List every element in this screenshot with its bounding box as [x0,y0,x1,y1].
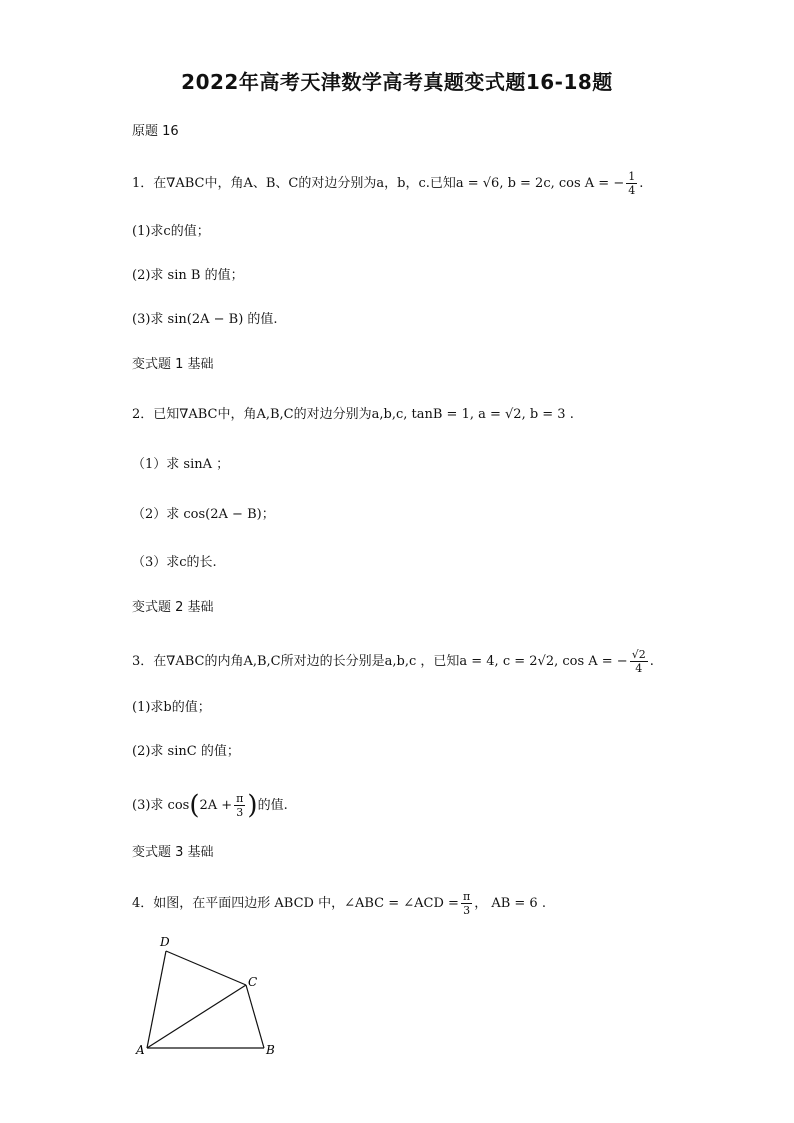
edge-cb [246,985,264,1048]
question-2-part-3: （3）求c的长. [132,555,217,570]
fraction-denominator: 4 [628,184,636,197]
question-1-part-2: (2)求 sin B 的值； [132,268,244,283]
fraction-numerator: 1 [628,170,636,183]
diagonal-ac [147,985,246,1048]
fraction-numerator: π [236,792,244,805]
edge-dc [166,951,246,985]
question-4-text: 4．如图，在平面四边形 ABCD 中，∠ABC = ∠ACD = [132,896,459,911]
right-paren: ) [247,790,258,821]
question-2: 2．已知∇ABC中，角A,B,C的对边分别为a,b,c, tanB = 1, a = √2, b = 3 . [132,407,574,422]
question-1-part-1: (1)求c的值； [132,224,210,239]
question-4-tail: ， AB = 6 . [474,896,546,911]
section-variant-3: 变式题 3 基础 [132,845,214,860]
left-paren: ( [189,790,200,821]
period: . [649,654,654,669]
section-original-16: 原题 16 [132,124,179,139]
question-1-part-3: (3)求 sin(2A − B) 的值. [132,312,278,327]
period: . [639,176,644,191]
part-text: (3)求 cos [132,798,190,813]
page-title: 2022年高考天津数学高考真题变式题16-18题 [181,70,613,94]
part-text-end: 的值. [257,798,288,813]
fraction-denominator: 4 [635,662,643,675]
vertex-label-a: A [136,1043,145,1057]
edge-da [147,951,166,1048]
section-variant-1: 变式题 1 基础 [132,357,214,372]
fraction-denominator: 3 [463,904,471,917]
fraction-denominator: 3 [236,806,244,819]
expression: 2A + [199,798,233,813]
vertex-label-d: D [160,935,170,949]
question-1-text: 1．在∇ABC中，角A、B、C的对边分别为a，b，c.已知a = √6, b = 2c, cos A = − [132,176,625,191]
question-2-part-1: （1）求 sinA ； [132,457,230,472]
question-3-part-2: (2)求 sinC 的值； [132,744,240,759]
section-variant-2: 变式题 2 基础 [132,600,214,615]
vertex-label-b: B [266,1043,275,1057]
question-2-part-2: （2）求 cos(2A − B)； [132,507,275,522]
fraction-numerator: π [462,890,471,903]
question-3-part-1: (1)求b的值； [132,700,211,715]
question-3-text: 3．在∇ABC的内角A,B,C所对边的长分别是a,b,c ，已知a = 4, c = 2√2, cos A = − [132,654,628,669]
vertex-label-c: C [248,975,258,989]
fraction-numerator: √2 [631,648,646,661]
